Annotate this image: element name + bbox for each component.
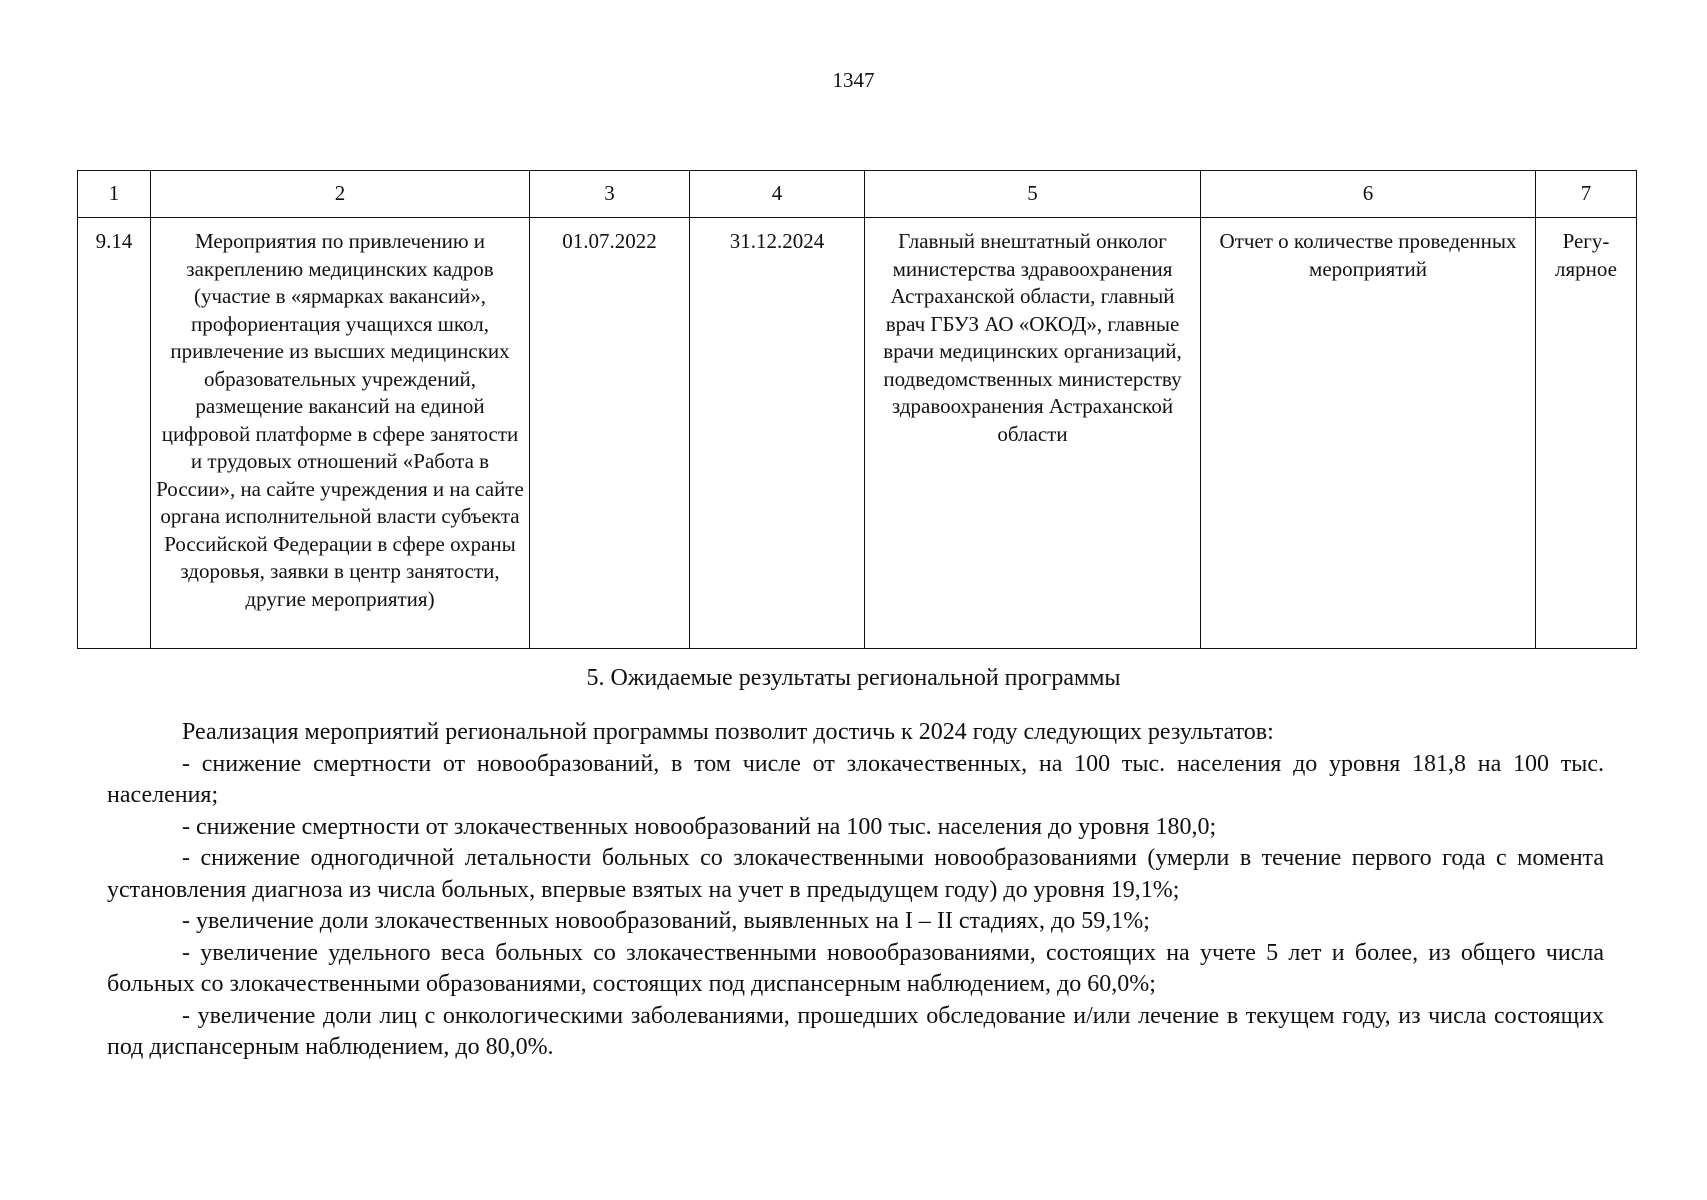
frequency-cell: Регу-лярное [1536,218,1637,649]
column-header-3: 3 [530,171,690,218]
section-intro: Реализация мероприятий региональной программы позволит достичь к 2024 году следующих результатов: [182,719,1274,745]
section-title: 5. Ожидаемые результаты региональной программы [586,665,1121,691]
result-cell: Отчет о количестве проведенных мероприятий [1201,218,1536,649]
section-body [107,717,1604,1064]
column-header-7: 7 [1536,171,1637,218]
result-item: - увеличение удельного веса больных со злокачественными новообразованиями, состоящих на учете 5 лет и более, из общего числа больных со злокачественными образованиями, состоящих под диспансерным наблюдением, до 60,0%; [107,939,1604,997]
column-header-5: 5 [865,171,1201,218]
end-date-cell: 31.12.2024 [690,218,865,649]
result-item: - снижение смертности от новообразований, в том числе от злокачественных, на 100 тыс. населения до уровня 181,8 на 100 тыс. населения; [107,750,1604,808]
activity-cell: Мероприятия по привлечению и закреплению медицинских кадров (участие в «ярмарках вакансий», профориентация учащихся школ, привлечение из высших медицинских образовательных учреждений, размещение вакансий на единой цифровой платформе в сфере занятости и трудовых отношений «Работа в России», на сайте учреждения и на сайте органа исполнительной власти субъекта Российской Федерации в сфере охраны здоровья, заявки в центр занятости, другие мероприятия) [151,218,530,649]
column-header-4: 4 [690,171,865,218]
row-number-cell: 9.14 [78,218,151,649]
responsible-cell: Главный внештатный онколог министерства здравоохранения Астраханской области, главный врач ГБУЗ АО «ОКОД», главные врачи медицинских организаций, подведомственных министерству здравоохранения Астраханской области [865,218,1201,649]
start-date-cell: 01.07.2022 [530,218,690,649]
activities-table [77,170,1637,649]
column-header-1: 1 [78,171,151,218]
result-item: - снижение одногодичной летальности больных со злокачественными новообразованиями (умерли в течение первого года с момента установления диагноза из числа больных, впервые взятых на учет в предыдущем году) до уровня 19,1%; [107,845,1604,903]
column-header-6: 6 [1201,171,1536,218]
result-item: - снижение смертности от злокачественных новообразований на 100 тыс. населения до уровня 180,0; [182,813,1217,840]
table-header-row [78,171,1637,218]
result-item: - увеличение доли злокачественных новообразований, выявленных на I – II стадиях, до 59,1%; [182,908,1150,934]
result-item: - увеличение доли лиц с онкологическими заболеваниями, прошедших обследование и/или лечение в текущем году, из числа состоящих под диспансерным наблюдением, до 80,0%. [107,1002,1604,1060]
page-number: 1347 [832,68,875,92]
table-row [78,218,1637,649]
column-header-2: 2 [151,171,530,218]
